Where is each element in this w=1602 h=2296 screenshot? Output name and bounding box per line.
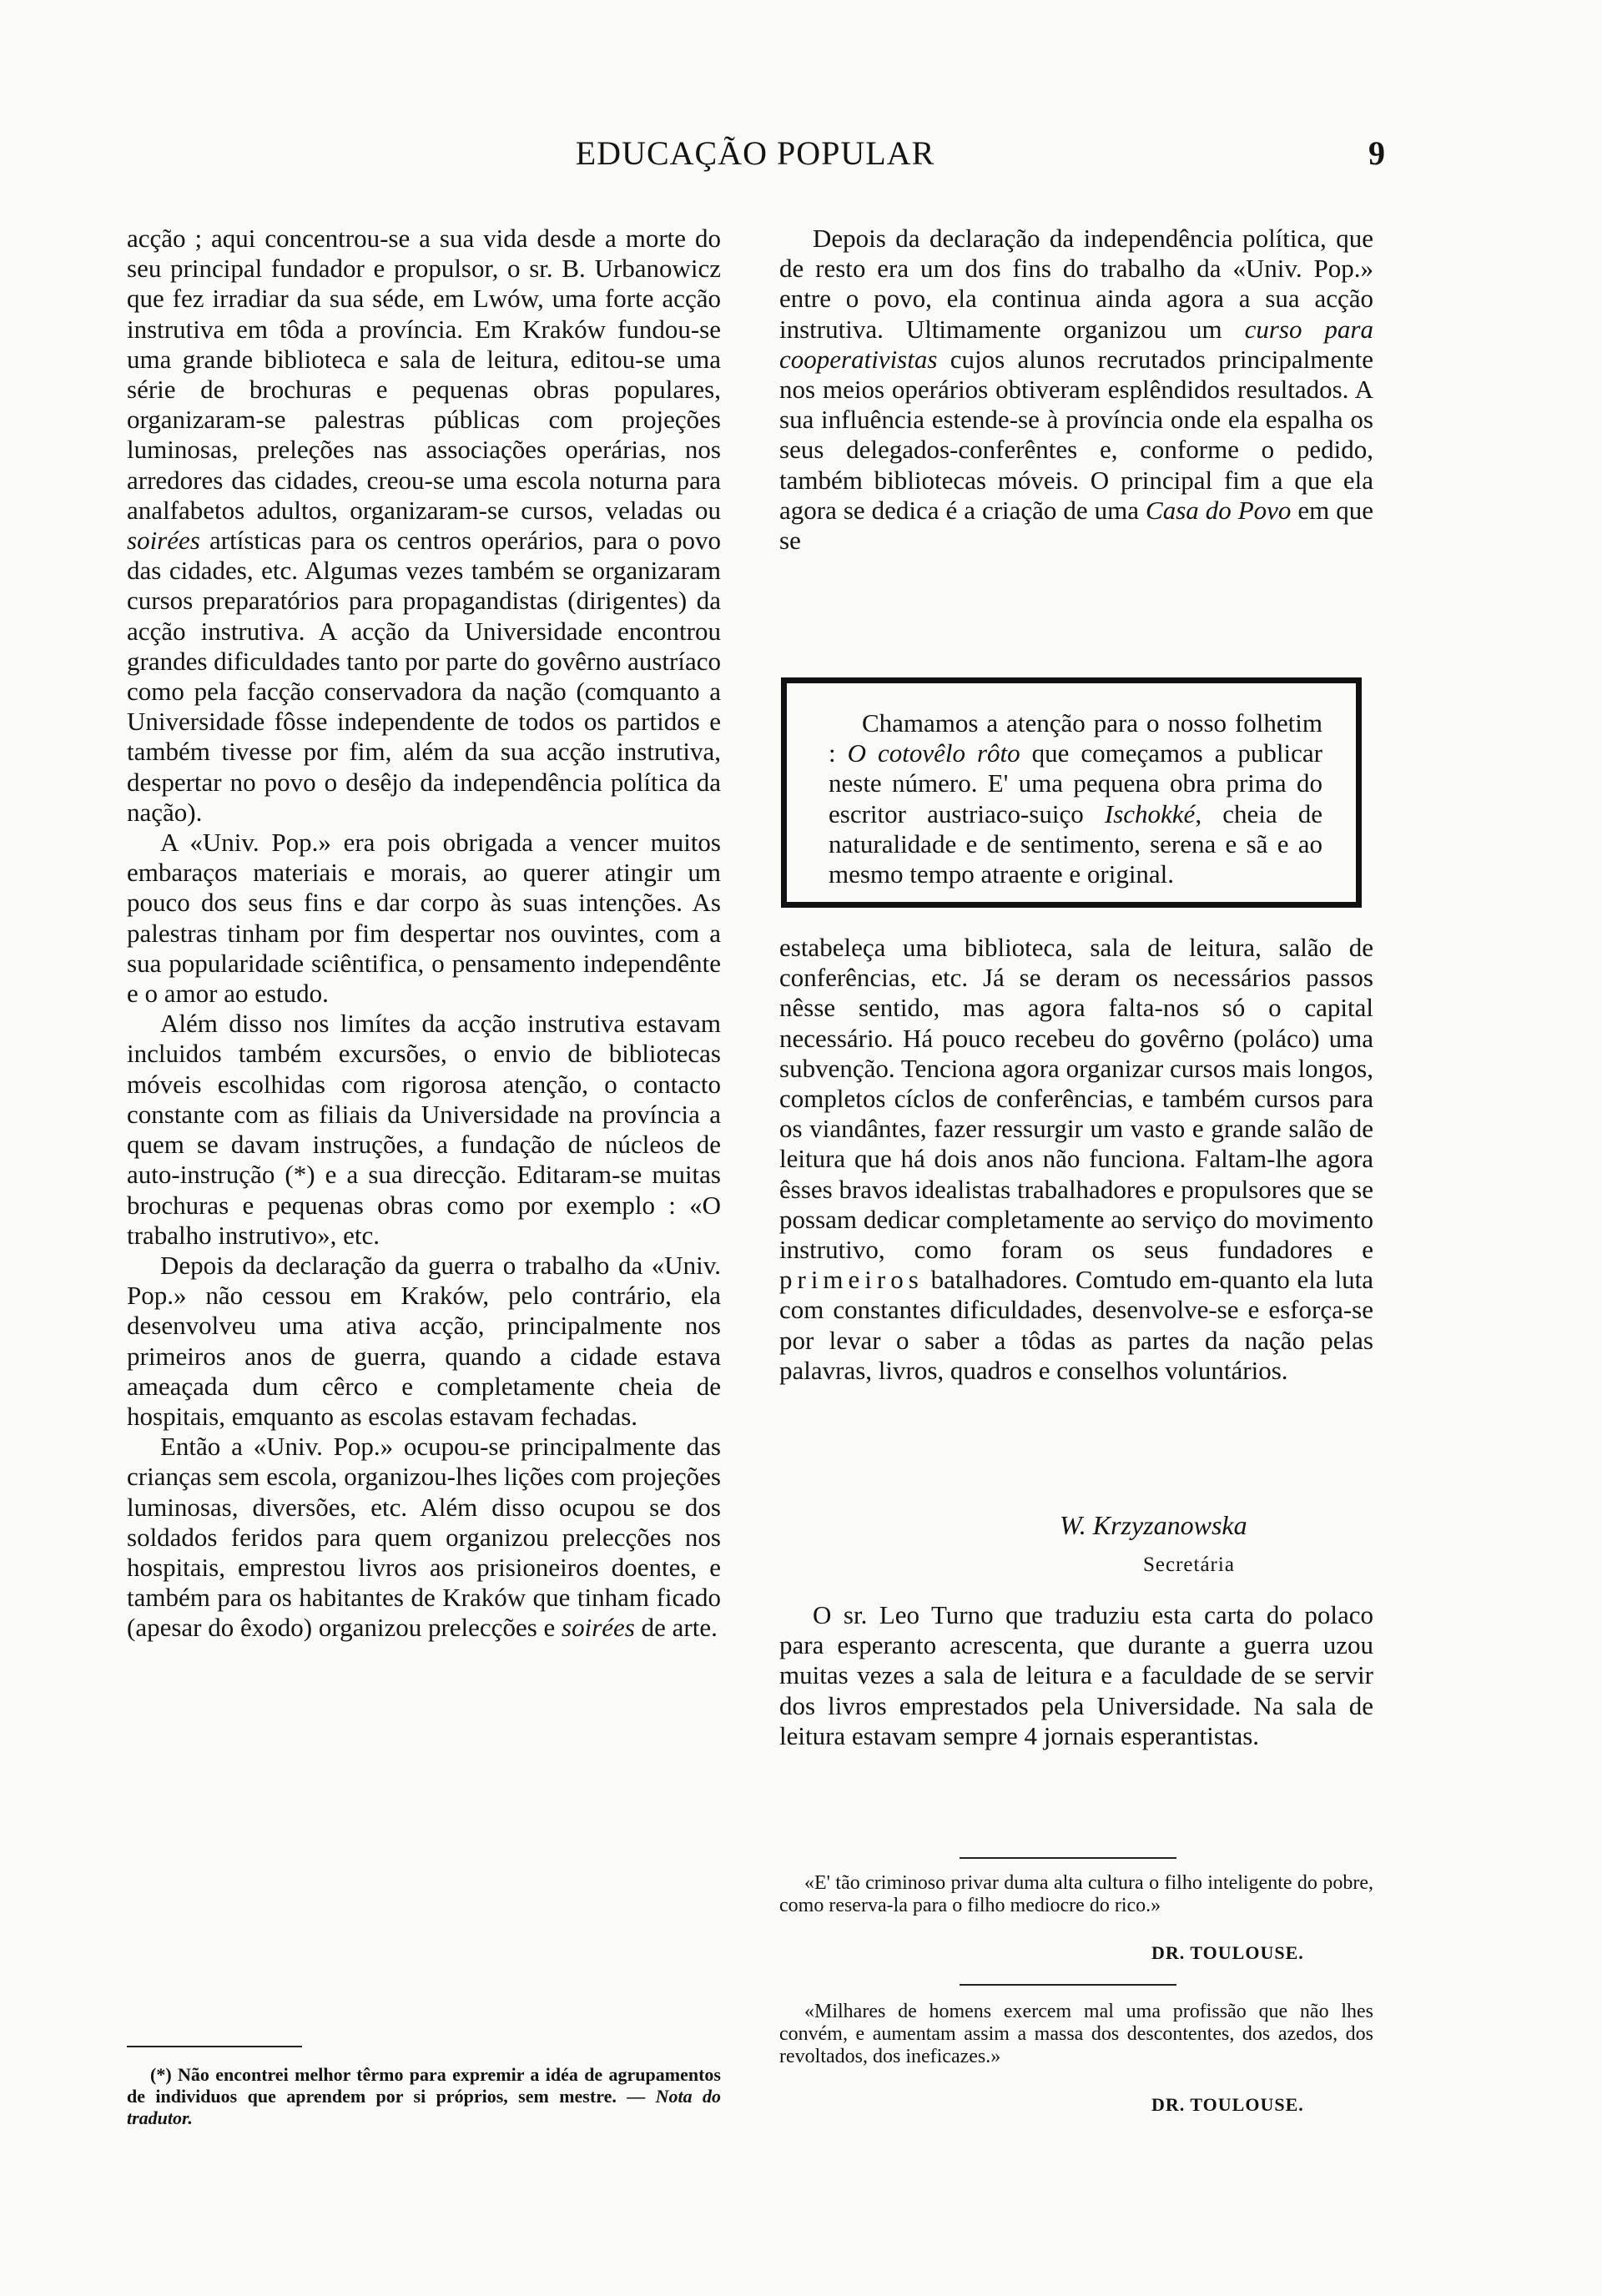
paragraph: Além disso nos limítes da acção instrutiva estavam incluidos também excursões, o envio de bibliotecas móveis escolhidas com rigorosa atenção, o contacto constante com as filiais da Universidade na província a quem se davam instruções, a fundação de núcleos de auto-instrução (*) e a sua direcção. Editaram-se muitas brochuras e pequenas obras como por exemplo : «O trabalho instrutivo», etc. <box>127 1009 721 1250</box>
translator-note <box>779 1600 1373 1751</box>
right-column-top <box>779 224 1373 556</box>
paragraph: estabeleça uma biblioteca, sala de leitura, salão de conferências, etc. Já se deram os necessários passos nêsse sentido, mas agora falta-nos só o capital necessário. Há pouco recebeu do govêrno (poláco) uma subvenção. Tenciona agora organizar cursos mais longos, completos cíclos de conferências, e também cursos para os viandântes, fazer ressurgir um vasto e grande salão de leitura que há dois anos não funciona. Faltam-lhe agora êsses bravos idealistas trabalhadores e propulsores que se possam dedicar completamente ao serviço do movimento instrutivo, como foram os seus fundadores e primeiros batalhadores. Comtudo em-quanto ela luta com constantes dificuldades, desenvolve-se e esforça-se por levar o saber a tôdas as partes da nação pelas palavras, livros, quadros e conselhos voluntários. <box>779 933 1373 1385</box>
paragraph: Depois da declaração da guerra o trabalho da «Univ. Pop.» não cessou em Kraków, pelo contrário, ela desenvolveu uma ativa acção, principalmente nos primeiros anos de guerra, quando a cidade estava ameaçada dum cêrco e completamente cheia de hospitais, emquanto as escolas estavam fechadas. <box>127 1250 721 1431</box>
quote-text: «Milhares de homens exercem mal uma profissão que não lhes convém, e aumentam assim a massa dos descontentes, dos azedos, dos revoltados, dos ineficazes.» <box>779 2001 1373 2067</box>
paragraph: A «Univ. Pop.» era pois obrigada a vencer muitos embaraços materiais e morais, ao querer atingir um pouco dos seus fins e dar corpo às suas intenções. As palestras tinham por fim despertar nos ouvintes, com a sua popularidade sciêntifica, o pensamento independênte e o amor ao estudo. <box>127 828 721 1009</box>
page-header <box>125 133 1385 184</box>
quote-2 <box>779 2001 1373 2068</box>
ornamental-divider <box>960 1984 1176 1986</box>
paragraph: acção ; aqui concentrou-se a sua vida desde a morte do seu principal fundador e propulsor, o sr. B. Urbanowicz que fez irradiar da sua séde, em Lwów, uma forte acção instrutiva em tôda a província. Em Kraków fundou-se uma grande biblioteca e sala de leitura, editou-se uma série de brochuras e pequenas obras populares, organizaram-se palestras públicas com projeções luminosas, preleções nas associações operárias, nos arredores das cidades, creou-se uma escola noturna para analfabetos adultos, organizaram-se cursos, veladas ou soirées artísticas para os centros operários, para o povo das cidades, etc. Algumas vezes também se organizaram cursos preparatórios para propagandistas (dirigentes) da acção instrutiva. A acção da Universidade encontrou grandes dificuldades tanto por parte do govêrno austríaco como pela facção conservadora da nação (comquanto a Universidade fôsse independente de todos os partidos e também tivesse por fim, além da sua acção instrutiva, despertar no povo o desêjo da independência política da nação). <box>127 224 721 827</box>
footnote-text: (*) Não encontrei melhor têrmo para expremir a idéa de agrupamentos de individuos que aprendem por si próprios, sem mestre. — Nota do tradutor. <box>127 2064 722 2128</box>
notice-box <box>781 677 1362 908</box>
signature-role: Secretária <box>1143 1553 1235 1576</box>
right-column-bottom <box>779 933 1373 1386</box>
paragraph: Depois da declaração da independência política, que de resto era um dos fins do trabalho da «Univ. Pop.» entre o povo, ela continua ainda agora a sua acção instrutiva. Ultimamente organizou um curso para cooperativistas cujos alunos recrutados principalmente nos meios operários obtiveram esplêndidos resultados. A sua influência estende-se à província onde ela espalha os seus delegados-conferêntes e, conforme o pedido, também bibliotecas móveis. O principal fim a que ela agora se dedica é a criação de uma Casa do Povo em que se <box>779 224 1374 556</box>
left-column <box>127 224 721 1644</box>
paragraph: O sr. Leo Turno que traduziu esta carta do polaco para esperanto acrescenta, que durante a guerra uzou muitas vezes a sala de leitura e a faculdade de se servir dos livros emprestados pela Universidade. Na sala de leitura estavam sempre 4 jornais esperantistas. <box>779 1600 1373 1750</box>
paragraph: Então a «Univ. Pop.» ocupou-se principalmente das crianças sem escola, organizou-lhes lições com projeções luminosas, diversões, etc. Além disso ocupou se dos soldados feridos para quem organizou prelecções nos hospitais, emprestou livros aos prisioneiros doentes, e também para os habitantes de Kraków que tinham ficado (apesar do êxodo) organizou prelecções e soirées de arte. <box>127 1432 721 1643</box>
running-title: EDUCAÇÃO POPULAR <box>575 134 935 172</box>
page-number: 9 <box>1368 134 1385 172</box>
quote-2-author: DR. TOULOUSE. <box>1151 2094 1304 2115</box>
signature-name: W. Krzyzanowska <box>1060 1510 1247 1540</box>
ornamental-divider <box>960 1857 1176 1859</box>
quote-1-author: DR. TOULOUSE. <box>1151 1942 1304 1963</box>
footnote-rule <box>127 2046 302 2047</box>
quote-1 <box>779 1872 1373 1917</box>
footnote <box>127 2064 721 2129</box>
notice-text: Chamamos a atenção para o nosso folhetim : O cotovêlo rôto que começamos a publicar neste número. E' uma pequena obra prima do escritor austriaco-suiço Ischokké, cheia de naturalidade e de sentimento, serena e sã e ao mesmo tempo atraente e original. <box>829 708 1323 889</box>
quote-text: «E' tão criminoso privar duma alta cultura o filho inteligente do pobre, como reserva-la para o filho mediocre do rico.» <box>779 1872 1373 1916</box>
